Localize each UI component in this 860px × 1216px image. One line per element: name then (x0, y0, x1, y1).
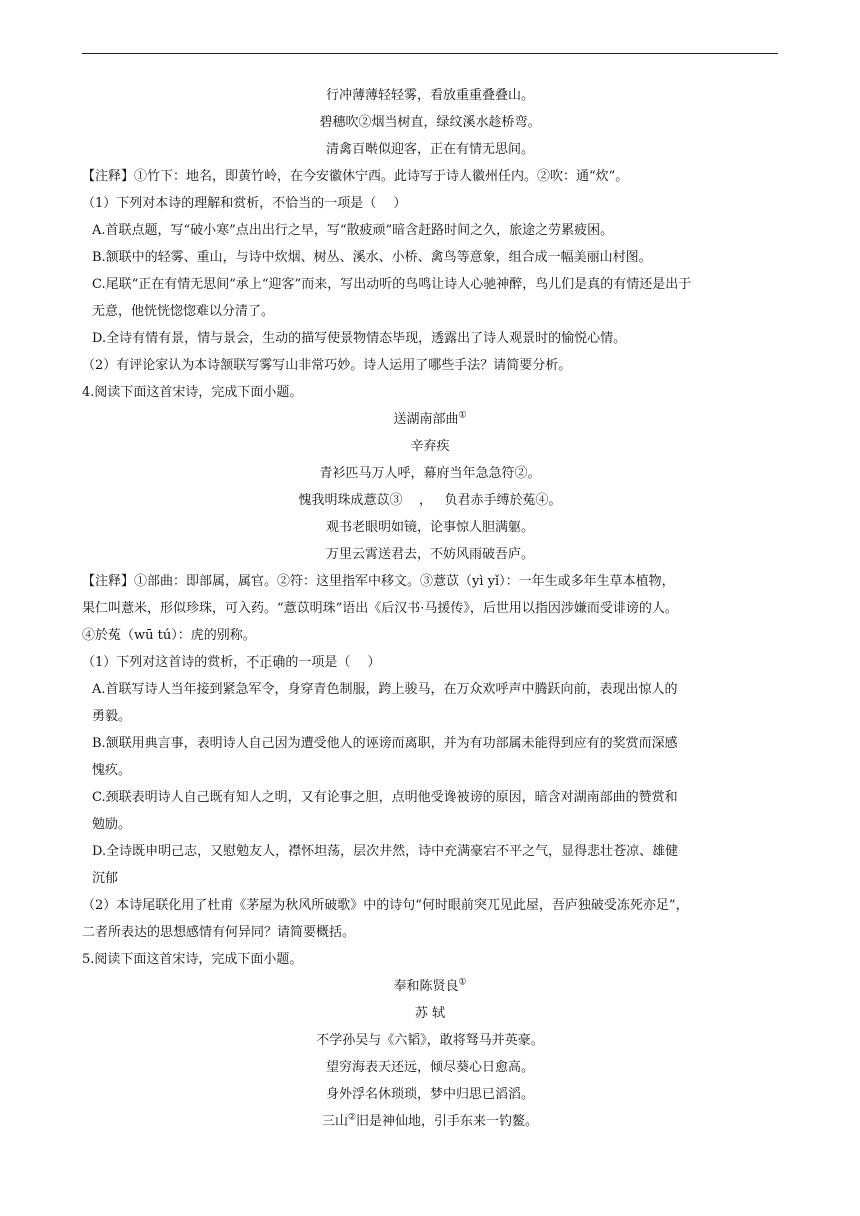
question-stem-post: 的一项是（ ） (285, 655, 381, 670)
poem-title-text: 奉和陈贤良 (393, 979, 459, 994)
question-2-continued: 二者所表达的思想感情有何异同？请简要概括。 (82, 925, 356, 940)
footnote-marker: ① (458, 977, 467, 988)
question-stem: （1）下列对本诗的理解和赏析，不恰当的一项是（ ） (82, 196, 407, 211)
emphasis-char: 不 (246, 655, 260, 670)
annotation: 【注释】①竹下：地名，即黄竹岭，在今安徽休宁西。此诗写于诗人徽州任内。②吹：通“炊”。 (82, 169, 629, 184)
option-d: D.全诗既申明己志，又慰勉友人，襟怀坦荡，层次井然，诗中充满豪宕不平之气，显得悲壮苍凉、雄健 (92, 844, 679, 859)
option-d-continued: 沉郁 (92, 871, 119, 886)
question-4-heading: 4.阅读下面这首宋诗，完成下面小题。 (82, 385, 303, 400)
poem-line-part: 三山 (321, 1114, 348, 1129)
option-c: C.颈联表明诗人自己既有知人之明，又有论事之胆，点明他受谗被谤的原因，暗含对湖南部曲的赞赏和 (92, 790, 678, 805)
poem-line: 身外浮名休琐琐，梦中归思已滔滔。 (325, 1087, 534, 1102)
poem-title (82, 974, 778, 1000)
poem-line (82, 488, 778, 514)
question-stem (82, 650, 778, 676)
poem-line: 碧穗吹②烟当树直，绿纹溪水趁桥弯。 (319, 115, 541, 130)
option-a: A.首联写诗人当年接到紧急军令，身穿青色制服，跨上骏马，在万众欢呼声中腾跃向前，表现出惊人的 (92, 682, 678, 697)
poem-line-part: ， (419, 493, 433, 508)
poem-line: 行冲薄薄轻轻雾，看放重重叠叠山。 (325, 88, 534, 103)
option-c: C.尾联“正在有情无思间”承上“迎客”而来，写出动听的鸟鸣让诗人心驰神醉，鸟儿们是真的有情还是出于 (92, 277, 692, 292)
poem-line: 青衫匹马万人呼，幕府当年急急符②。 (319, 466, 541, 481)
poem-line: 清禽百啭似迎客，正在有情无思间。 (325, 142, 534, 157)
option-c-continued: 无意，他恍恍惚惚难以分清了。 (92, 304, 275, 319)
annotation: 【注释】①部曲：即部属，属官。②符：这里指军中移文。③薏苡（yì yǐ）：一年生或多年生草本植物， (82, 574, 675, 589)
poem-line (82, 1109, 778, 1135)
poem-title-text: 送湖南部曲 (393, 412, 459, 427)
poem-author: 辛弃疾 (410, 439, 450, 454)
poem-line: 不学孙吴与《六韬》，敢将驽马并英豪。 (316, 1033, 544, 1048)
poem-line: 望穷海表天还远，倾尽葵心日愈高。 (325, 1060, 534, 1075)
poem-line: 万里云霄送君去，不妨风雨破吾庐。 (325, 547, 534, 562)
poem-line-part: 负君赤手缚於菟④。 (444, 493, 562, 508)
option-a-continued: 勇毅。 (92, 709, 132, 724)
option-d: D.全诗有情有景，情与景会，生动的描写使景物情态毕现，透露出了诗人观景时的愉悦心情。 (92, 331, 627, 346)
poem-line-part: 旧是神仙地，引手东来一钓鳌。 (356, 1114, 539, 1129)
question-2: （2）本诗尾联化用了杜甫《茅屋为秋风所破歌》中的诗句“何时眼前突兀见此屋，吾庐独破受冻死亦足”， (82, 898, 689, 913)
header-rule (82, 53, 778, 54)
question-stem-pre: （1）下列对这首诗的赏析， (82, 655, 247, 670)
question-5-heading: 5.阅读下面这首宋诗，完成下面小题。 (82, 952, 303, 967)
poem-line: 观书老眼明如镜，论事惊人胆满躯。 (325, 520, 534, 535)
option-a: A.首联点题，写“破小寒”点出出行之早，写“散疲顽”暗含赶路时间之久，旅途之劳累疲困。 (92, 223, 614, 238)
footnote-marker: ② (347, 1112, 357, 1123)
question-2: （2）有评论家认为本诗颔联写雾写山非常巧妙。诗人运用了哪些手法？请简要分析。 (82, 358, 572, 373)
emphasis-char: 确 (272, 655, 286, 670)
option-b: B.颔联用典言事，表明诗人自己因为遭受他人的诬谤而离职，并为有功部属未能得到应有的奖赏而深感 (92, 736, 678, 751)
option-b: B.颔联中的轻雾、重山，与诗中炊烟、树丛、溪水、小桥、禽鸟等意象，组合成一幅美丽山村图。 (92, 250, 652, 265)
option-b-continued: 愧疚。 (92, 763, 132, 778)
poem-title (82, 407, 778, 433)
poem-author: 苏 轼 (414, 1006, 446, 1021)
annotation: 果仁叫薏米，形似珍珠，可入药。“薏苡明珠”语出《后汉书·马援传》，后世用以指因涉嫌而受诽谤的人。 (82, 601, 678, 616)
emphasis-char: 正 (259, 655, 273, 670)
footnote-marker: ① (458, 410, 467, 421)
annotation: ④於菟（wū tú）：虎的别称。 (82, 628, 256, 643)
option-c-continued: 勉励。 (92, 817, 132, 832)
poem-line-part: 愧我明珠成薏苡③ (298, 493, 403, 508)
